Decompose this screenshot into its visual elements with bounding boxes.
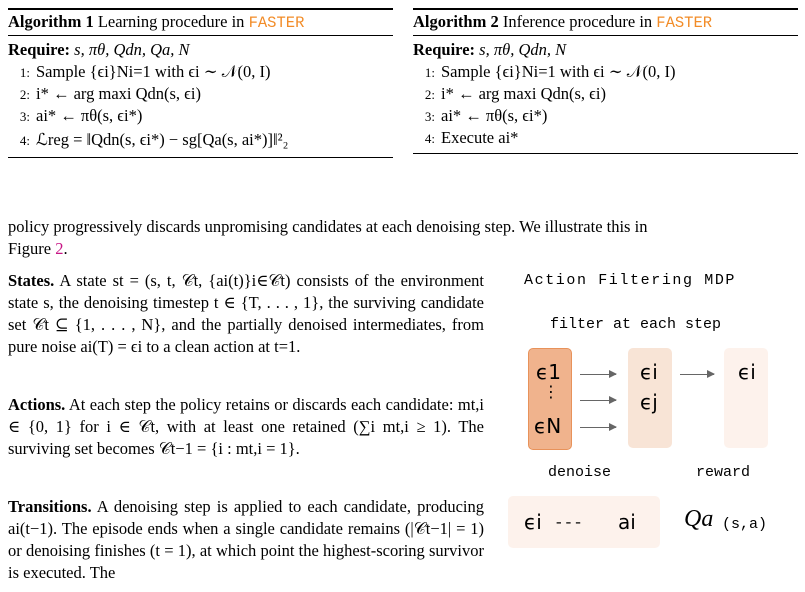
step-number: 2:	[19, 87, 30, 102]
diagram-subtitle: filter at each step	[550, 316, 722, 333]
reward-label: reward	[696, 464, 751, 481]
intro-line: policy progressively discards unpromising candidates at each denoising step. We illustrate this in	[8, 217, 648, 236]
states-paragraph	[8, 270, 484, 358]
intro-figure-word: Figure	[8, 239, 52, 258]
intro-paragraph	[8, 216, 798, 260]
step-text: Sample {ϵi}Ni=1 with ϵi ∼ 𝒩(0, I)	[36, 62, 271, 81]
reward-q-args: (s,a)	[722, 516, 768, 533]
require-label: Require:	[413, 40, 476, 59]
actions-paragraph	[8, 394, 484, 460]
step-number: 3:	[19, 109, 30, 124]
denoise-eps-i: ϵi	[524, 510, 542, 534]
step-text: ℒreg = ‖Qdn(s, ϵi*) − sg[Qa(s, ai*)]‖²₂	[36, 130, 289, 149]
step-number: 1:	[424, 65, 435, 80]
vertical-ellipsis-icon: ⋮	[543, 382, 559, 401]
algorithm-1-label: Algorithm 1	[8, 12, 94, 31]
algorithm-step	[8, 83, 393, 105]
algorithm-step	[413, 83, 798, 105]
step-text: ai* ← πθ(s, ϵi*)	[441, 106, 548, 125]
algorithm-1-title	[8, 10, 393, 35]
step-text: Sample {ϵi}Ni=1 with ϵi ∼ 𝒩(0, I)	[441, 62, 676, 81]
diagram-title: Action Filtering MDP	[524, 272, 737, 289]
algorithm-step	[413, 105, 798, 127]
step-text: i* ← arg maxi Qdn(s, ϵi)	[36, 84, 201, 103]
candidate-eps-n: ϵN	[534, 414, 562, 438]
candidate-eps-1: ϵ1	[536, 360, 562, 384]
algorithm-bottom-rule	[413, 153, 798, 154]
denoise-action-a-i: ai	[618, 510, 636, 534]
require-vars: s, πθ, Qdn, N	[479, 40, 567, 59]
require-line	[413, 39, 798, 61]
step-text: Execute ai*	[441, 128, 519, 147]
candidate-eps-j: ϵj	[640, 390, 658, 414]
algorithm-2-title-text: Inference procedure in	[502, 12, 653, 31]
algorithm-1-title-text: Learning procedure in	[97, 12, 245, 31]
algorithm-2-label: Algorithm 2	[413, 12, 499, 31]
candidate-eps-final: ϵi	[738, 360, 756, 384]
step-text: ai* ← πθ(s, ϵi*)	[36, 106, 143, 125]
states-text: A state st = (s, t, 𝒞t, {ai(t)}i∈𝒞t) consists of the environment state s, the denoising timestep t ∈ {T, . . . , 1}, the surviving candidate set 𝒞t ⊆ {1, . . . , N}, and the partially denoised intermediates, from pure noise ai(T) = ϵi to a clean action at t=1.	[8, 271, 484, 356]
transitions-text: A denoising step is applied to each candidate, producing ai(t−1). The episode ends when a single candidate remains (|𝒞t−1| = 1) or denoising finishes (t = 1), at which point the highest-scoring survivor is executed. The	[8, 497, 484, 582]
algorithm-2-block	[413, 8, 798, 154]
intro-period: .	[63, 239, 68, 258]
step-number: 2:	[424, 87, 435, 102]
step-number: 4:	[424, 131, 435, 146]
reward-q-symbol: Qa	[684, 506, 714, 532]
states-heading: States.	[8, 271, 55, 290]
step-number: 4:	[19, 133, 30, 148]
require-vars: s, πθ, Qdn, Qa, N	[74, 40, 190, 59]
algorithm-bottom-rule	[8, 157, 393, 158]
intro-line	[8, 238, 798, 260]
denoise-label: denoise	[548, 464, 612, 481]
candidate-eps-i: ϵi	[640, 360, 658, 384]
require-line	[8, 39, 393, 61]
actions-text: At each step the policy retains or discards each candidate: mt,i ∈ {0, 1} for i ∈ 𝒞t, with at least one retained (∑i mt,i ≥ 1). The surviving set becomes 𝒞t−1 = {i : mt,i = 1}.	[8, 395, 484, 458]
algorithm-step	[8, 127, 393, 153]
step-number: 3:	[424, 109, 435, 124]
transitions-heading: Transitions.	[8, 497, 92, 516]
actions-heading: Actions.	[8, 395, 66, 414]
arrow-right-icon	[680, 374, 714, 375]
figure-reference-link[interactable]: 2	[55, 239, 64, 258]
algorithm-2-title	[413, 10, 798, 35]
arrow-right-icon	[580, 374, 616, 375]
method-name: FASTER	[248, 14, 305, 32]
denoise-dashed-arrow: ---	[554, 514, 583, 532]
algorithm-step	[413, 61, 798, 83]
action-filtering-diagram	[500, 262, 800, 562]
method-name: FASTER	[656, 14, 713, 32]
step-number: 1:	[19, 65, 30, 80]
arrow-right-icon	[580, 427, 616, 428]
algorithm-step	[413, 127, 798, 149]
algorithm-step	[8, 105, 393, 127]
transitions-paragraph	[8, 496, 484, 584]
algorithm-1-block	[8, 8, 393, 158]
algorithm-step	[8, 61, 393, 83]
step-text: i* ← arg maxi Qdn(s, ϵi)	[441, 84, 606, 103]
arrow-right-icon	[580, 400, 616, 401]
require-label: Require:	[8, 40, 71, 59]
